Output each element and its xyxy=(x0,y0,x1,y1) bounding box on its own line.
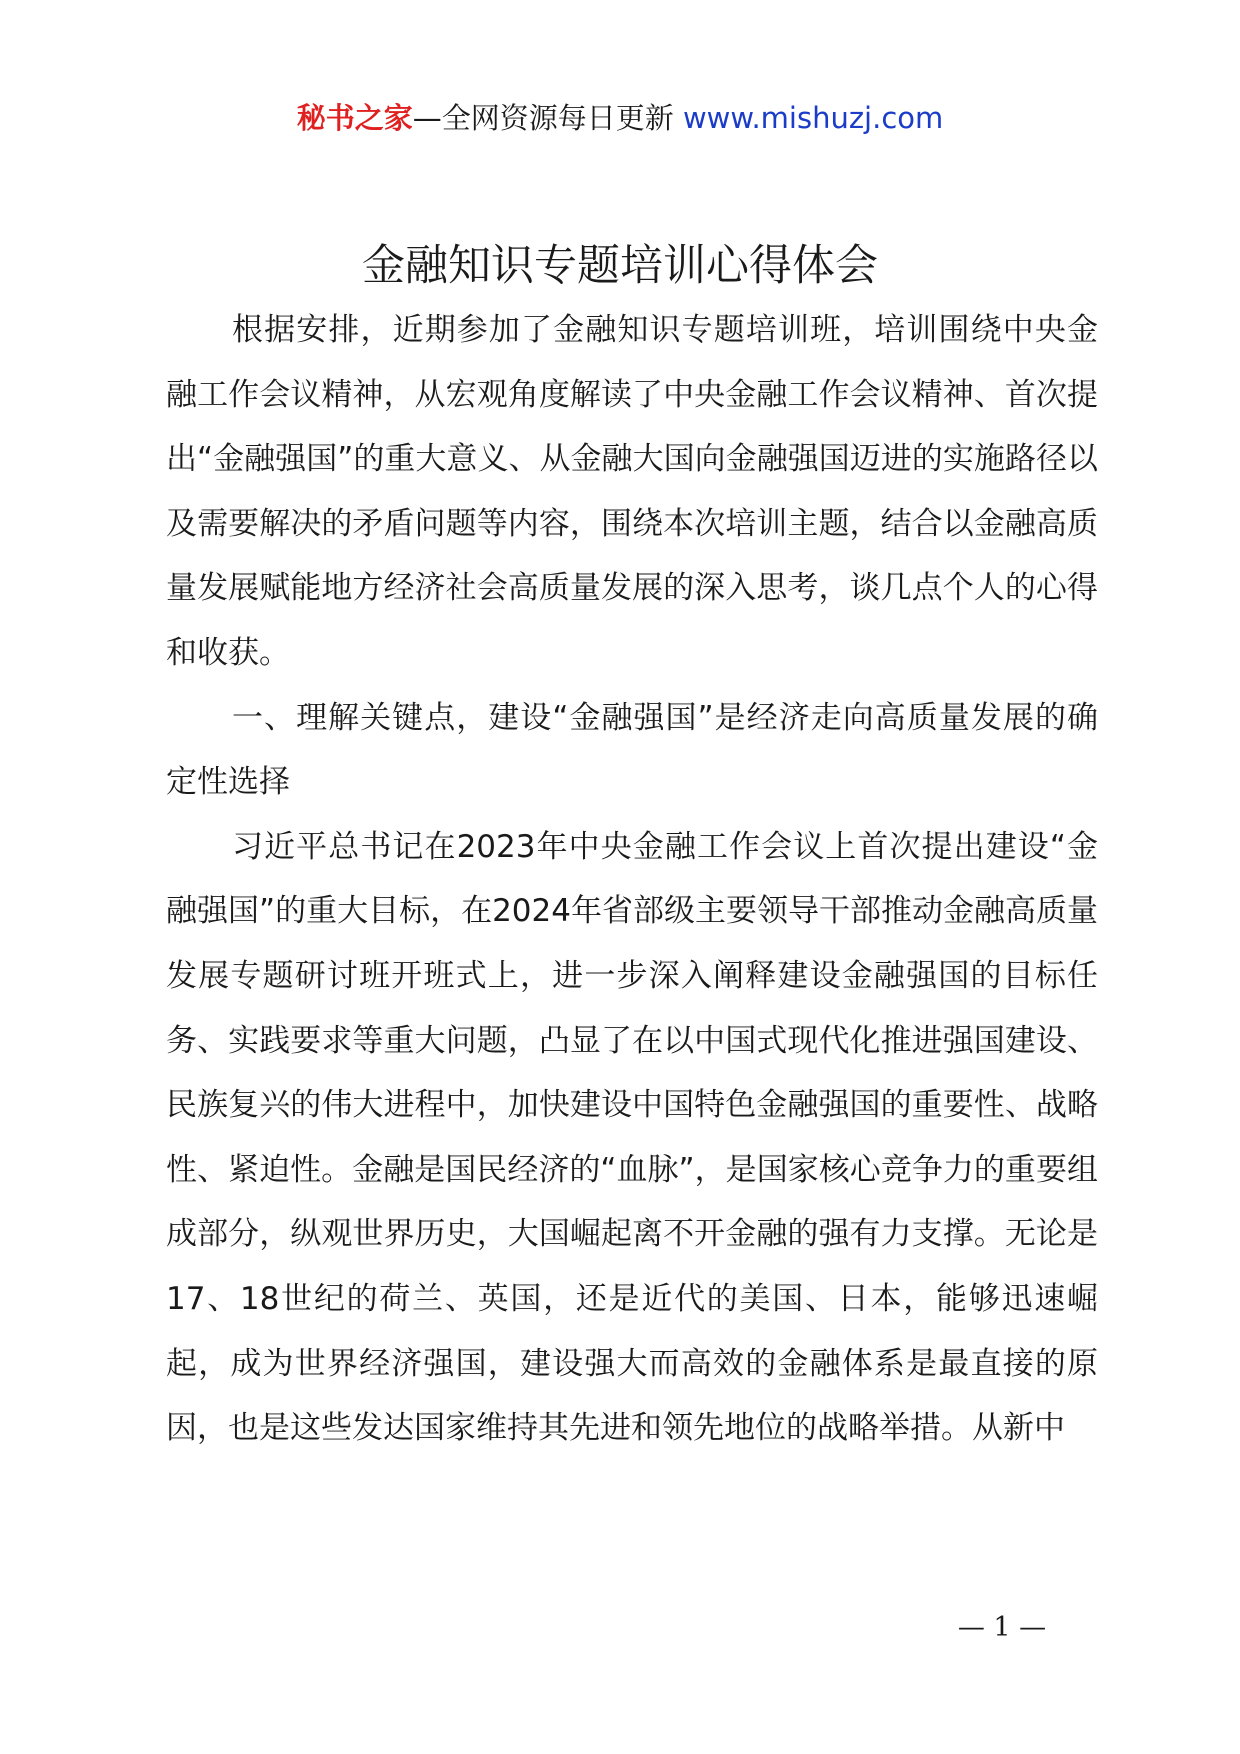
site-banner xyxy=(0,98,1240,138)
document-title: 金融知识专题培训心得体会 xyxy=(362,241,878,291)
intro-paragraph: 根据安排，近期参加了金融知识专题培训班，培训围绕中央金融工作会议精神，从宏观角度解读了中央金融工作会议精神、首次提出“金融强国”的重大意义、从金融大国向金融强国迈进的实施路径以及需要解决的矛盾问题等内容，围绕本次培训主题，结合以金融高质量发展赋能地方经济社会高质量发展的深入思考，谈几点个人的心得和收获。 xyxy=(166,312,1098,671)
page-number: — 1 — xyxy=(957,1612,1047,1643)
site-brand: 秘书之家 xyxy=(296,101,413,135)
section-heading: 一、理解关键点，建设“金融强国”是经济走向高质量发展的确定性选择 xyxy=(166,699,1098,801)
site-url-link[interactable]: www.mishuzj.com xyxy=(682,101,944,135)
site-slogan: —全网资源每日更新 xyxy=(412,101,683,135)
body-paragraph: 习近平总书记在2023年中央金融工作会议上首次提出建设“金融强国”的重大目标，在2024年省部级主要领导干部推动金融高质量发展专题研讨班开班式上，进一步深入阐释建设金融强国的目标任务、实践要求等重大问题，凸显了在以中国式现代化推进强国建设、民族复兴的伟大进程中，加快建设中国特色金融强国的重要性、战略性、紧迫性。金融是国民经济的“血脉”，是国家核心竞争力的重要组成部分，纵观世界历史，大国崛起离不开金融的强有力支撑。无论是17、18世纪的荷兰、英国，还是近代的美国、日本，能够迅速崛起，成为世界经济强国，建设强大而高效的金融体系是最直接的原因，也是这些发达国家维持其先进和领先地位的战略举措。从新中 xyxy=(166,828,1098,1447)
document-body xyxy=(166,298,1098,1461)
